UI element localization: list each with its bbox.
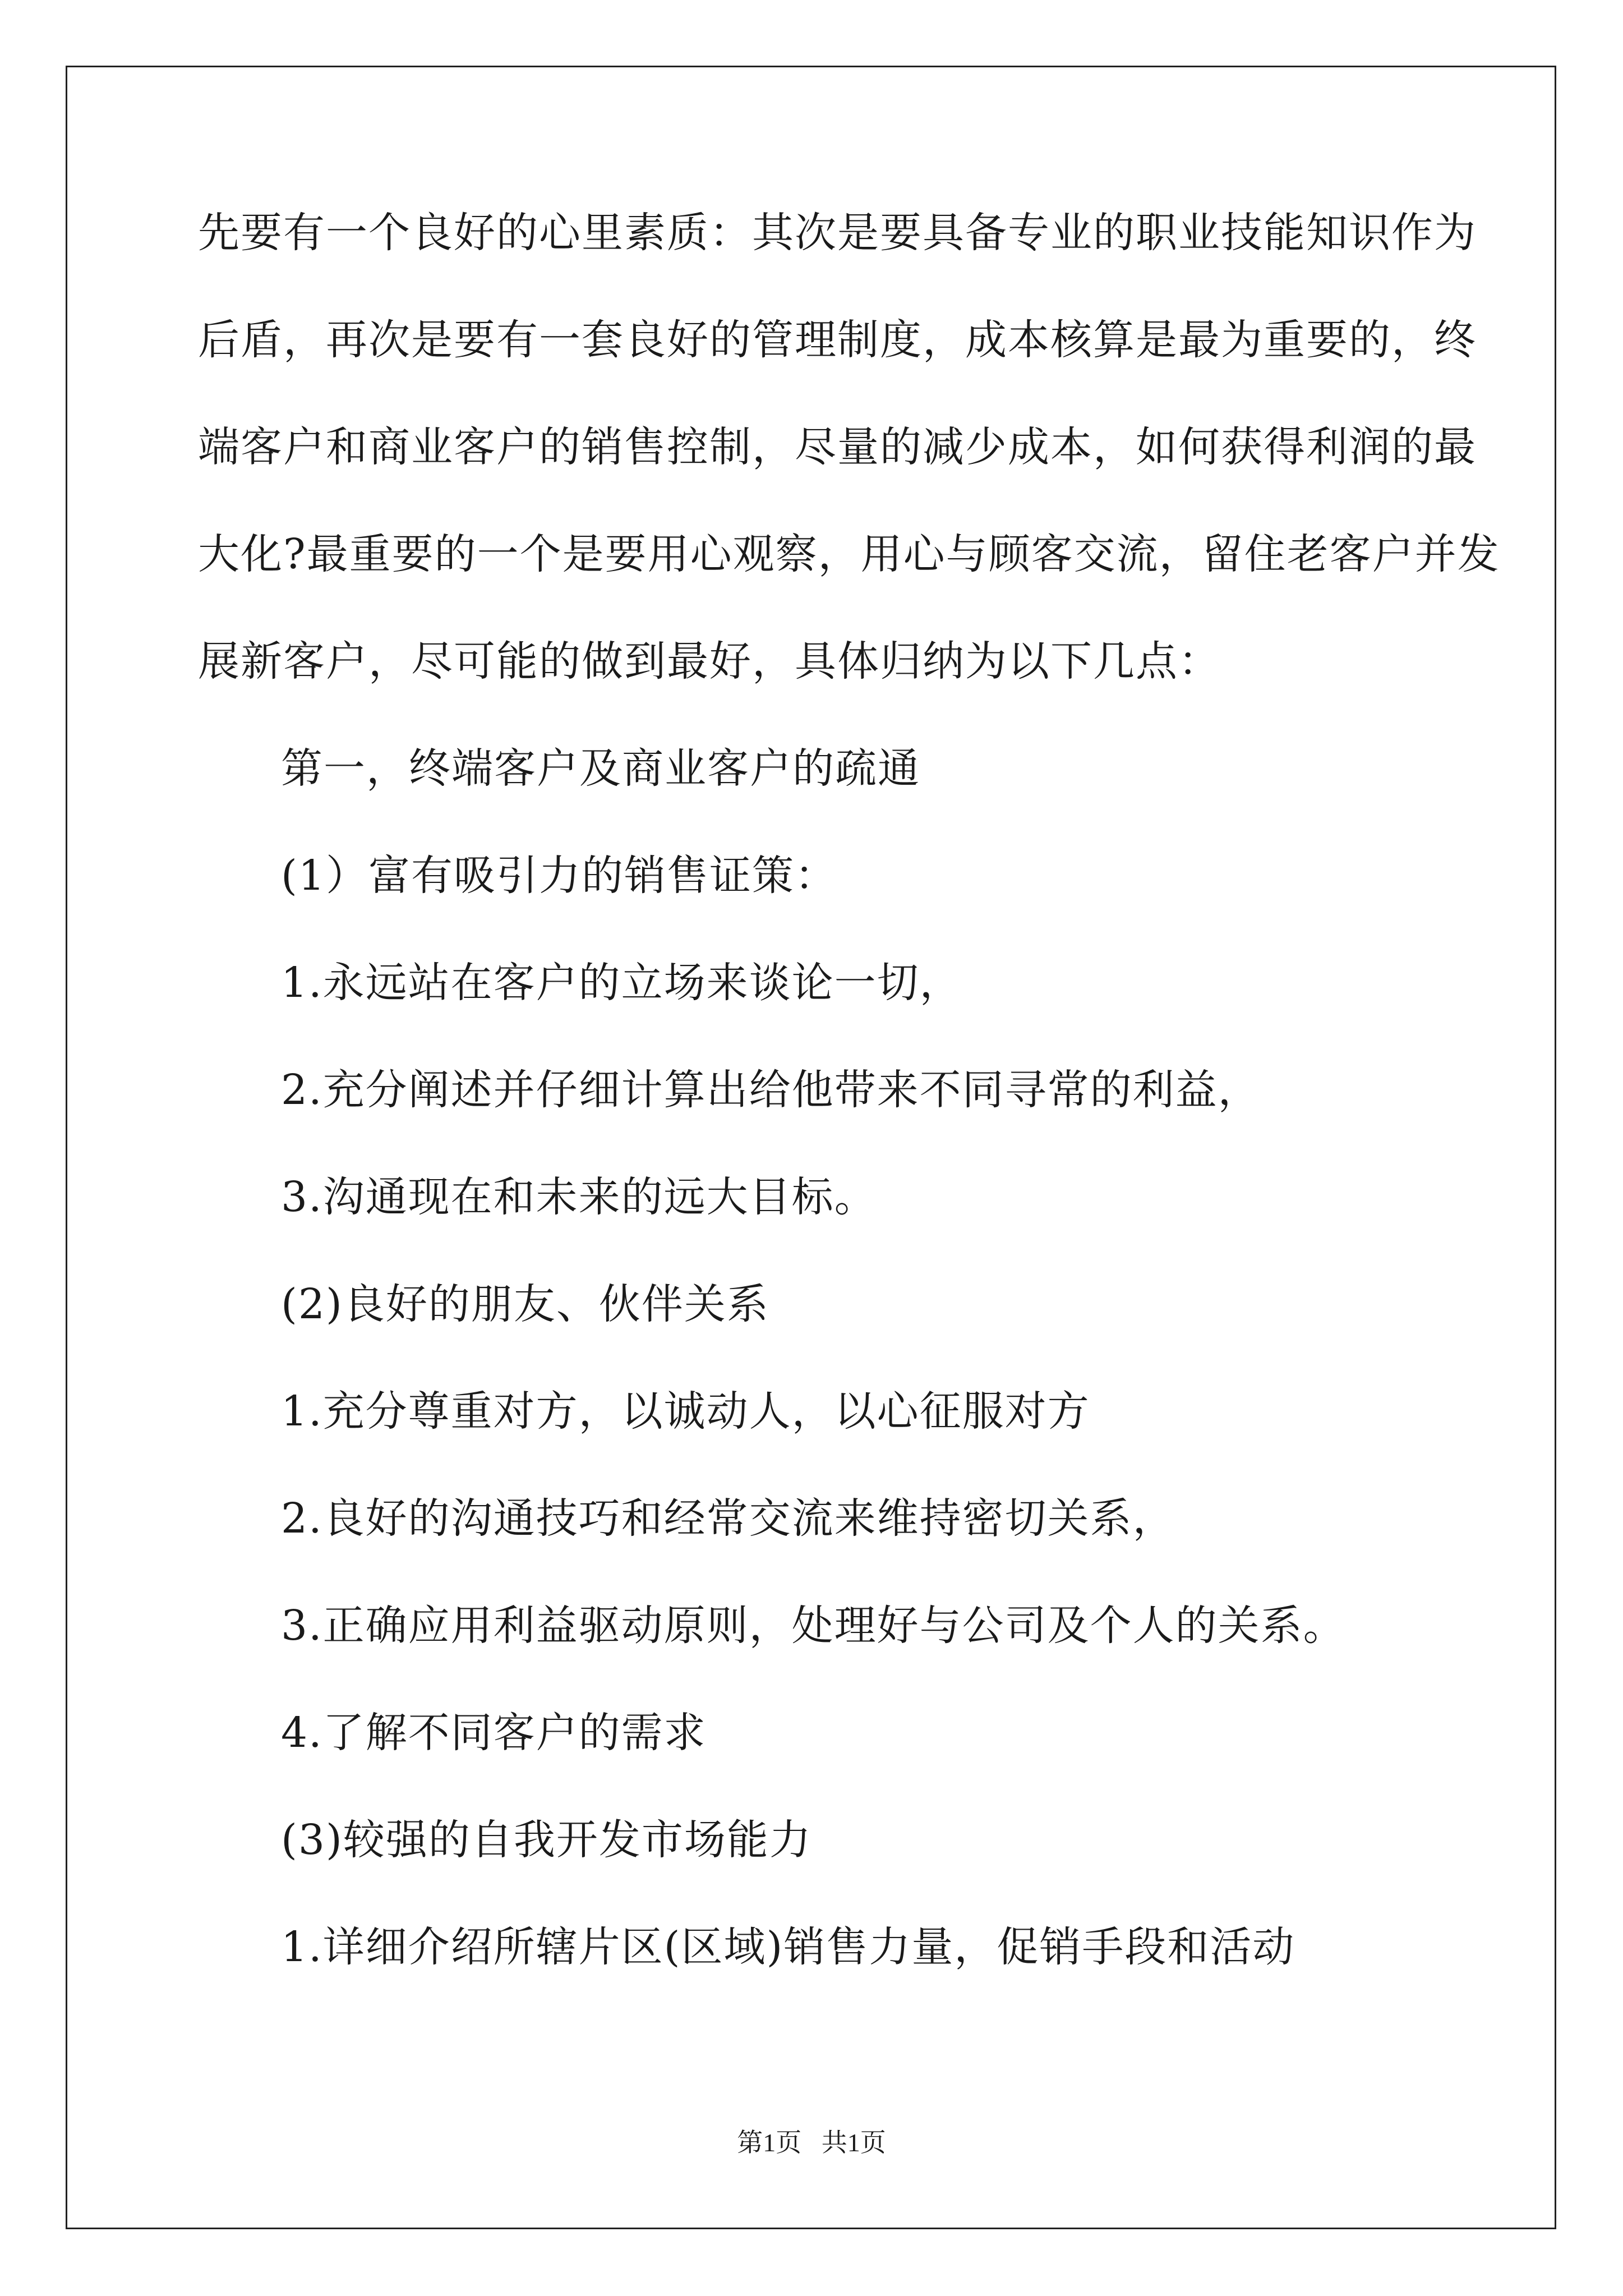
paragraph-line: 端客户和商业客户的销售控制，尽量的减少成本，如何获得利润的最	[198, 423, 1477, 471]
list-item: 4.了解不同客户的需求	[281, 1709, 707, 1757]
subsection-heading: (2)良好的朋友、伙伴关系	[281, 1280, 769, 1328]
paragraph-line: 大化?最重要的一个是要用心观察，用心与顾客交流，留住老客户并发	[198, 530, 1500, 578]
subsection-heading: (3)较强的自我开发市场能力	[281, 1816, 812, 1864]
section-heading: 第一，终端客户及商业客户的疏通	[281, 744, 920, 793]
list-item: 1.详细介绍所辖片区(区域)销售力量，促销手段和活动	[281, 1923, 1295, 1971]
paragraph-line: 展新客户，尽可能的做到最好，具体归纳为以下几点：	[198, 637, 1221, 685]
paragraph-line: 先要有一个良好的心里素质：其次是要具备专业的职业技能知识作为	[198, 209, 1477, 257]
page-number-total: 共1页	[821, 2128, 886, 2157]
list-item: 1.充分尊重对方，以诚动人，以心征服对方	[281, 1387, 1090, 1435]
list-item: 1.永远站在客户的立场来谈论一切，	[281, 959, 962, 1007]
subsection-heading: (1）富有吸引力的销售证策：	[281, 852, 837, 900]
list-item: 3.沟通现在和未来的远大目标。	[281, 1173, 877, 1221]
list-item: 2.良好的沟通技巧和经常交流来维持密切关系，	[281, 1494, 1175, 1543]
page-footer	[0, 2126, 1623, 2160]
list-item: 3.正确应用利益驱动原则，处理好与公司及个人的关系。	[281, 1602, 1346, 1650]
paragraph-line: 后盾，再次是要有一套良好的管理制度，成本核算是最为重要的，终	[198, 316, 1477, 364]
page-number-current: 第1页	[737, 2128, 802, 2157]
list-item: 2.充分阐述并仔细计算出给他带来不同寻常的利益，	[281, 1066, 1261, 1114]
page-border	[66, 66, 1556, 2229]
